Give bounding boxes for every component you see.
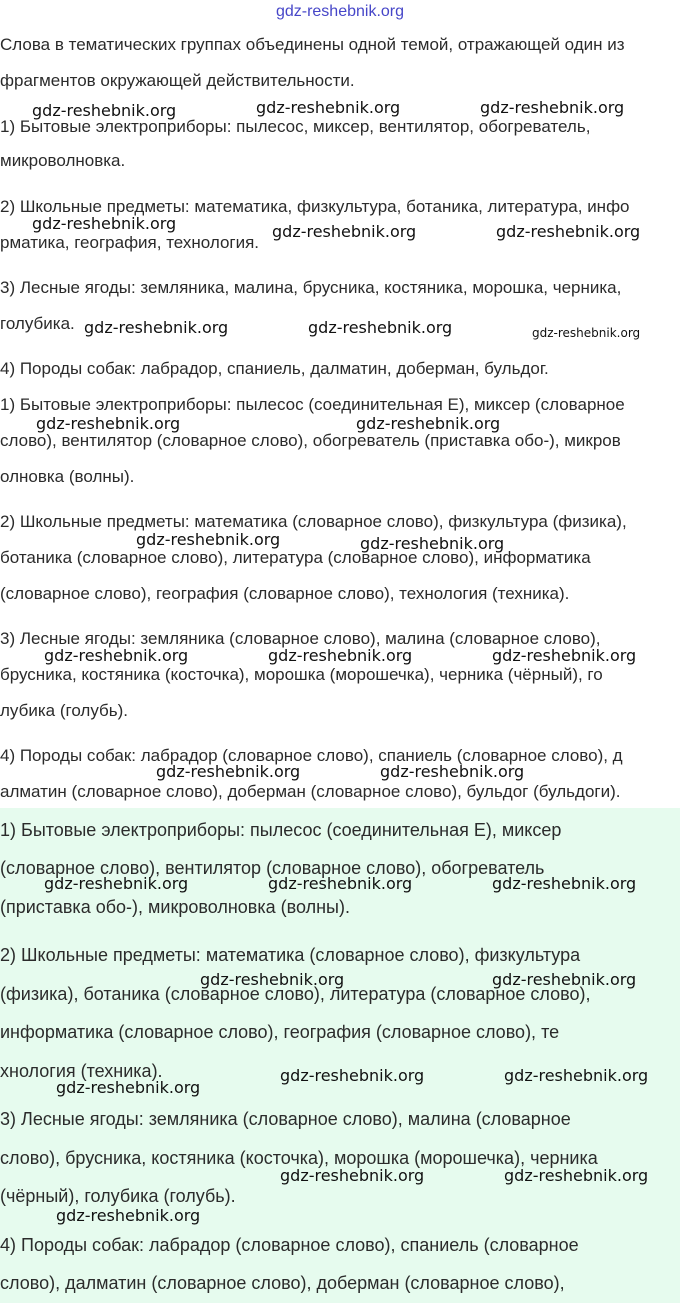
watermark: gdz-reshebnik.org xyxy=(136,530,281,549)
watermark: gdz-reshebnik.org xyxy=(492,874,637,893)
text-line: 3) Лесные ягоды: земляника (словарное слово), малина (словарное xyxy=(0,1109,571,1129)
text-line: 4) Породы собак: лабрадор (словарное слово), спаниель (словарное xyxy=(0,1235,579,1255)
watermark: gdz-reshebnik.org xyxy=(156,762,301,781)
text-line: лубика (голубь). xyxy=(0,701,128,720)
watermark: gdz-reshebnik.org xyxy=(268,646,413,665)
text-line: 2) Школьные предметы: математика (словарное слово), физкультура xyxy=(0,945,581,965)
watermark: gdz-reshebnik.org xyxy=(360,534,505,553)
text-line: информатика (словарное слово), география (словарное слово), те xyxy=(0,1022,560,1042)
text-line: (чёрный), голубика (голубь). xyxy=(0,1186,236,1206)
intro-line: Слова в тематических группах объединены одной темой, отражающей один из xyxy=(0,35,625,54)
watermark: gdz-reshebnik.org xyxy=(268,874,413,893)
text-line: 1) Бытовые электроприборы: пылесос (соединительная Е), миксер xyxy=(0,820,562,840)
text-line: ботаника (словарное слово), литература (словарное слово), информатика xyxy=(0,548,591,567)
watermark: gdz-reshebnik.org xyxy=(492,646,637,665)
watermark: gdz-reshebnik.org xyxy=(280,1166,425,1185)
watermark: gdz-reshebnik.org xyxy=(532,326,641,340)
text-line: 3) Лесные ягоды: земляника (словарное слово), малина (словарное слово), xyxy=(0,629,601,648)
site-header-link[interactable]: gdz-reshebnik.org xyxy=(275,3,405,20)
text-line: алматин (словарное слово), доберман (словарное слово), бульдог (бульдоги). xyxy=(0,782,621,801)
text-line: (словарное слово), вентилятор (словарное слово), обогреватель xyxy=(0,858,545,878)
watermark: gdz-reshebnik.org xyxy=(504,1066,649,1085)
text-line: микроволновка. xyxy=(0,151,126,170)
text-line: слово), брусника, костяника (косточка), морошка (морошечка), черника xyxy=(0,1148,598,1168)
watermark: gdz-reshebnik.org xyxy=(200,970,345,989)
watermark: gdz-reshebnik.org xyxy=(44,646,189,665)
watermark: gdz-reshebnik.org xyxy=(504,1166,649,1185)
text-line: 3) Лесные ягоды: земляника, малина, брусника, костяника, морошка, черника, xyxy=(0,278,622,297)
watermark: gdz-reshebnik.org xyxy=(32,214,177,233)
watermark: gdz-reshebnik.org xyxy=(32,101,177,120)
watermark: gdz-reshebnik.org xyxy=(56,1078,201,1097)
text-line: (физика), ботаника (словарное слово), литература (словарное слово), xyxy=(0,984,591,1004)
text-line: 1) Бытовые электроприборы: пылесос (соединительная Е), миксер (словарное xyxy=(0,395,625,414)
watermark: gdz-reshebnik.org xyxy=(56,1206,201,1225)
intro-line: фрагментов окружающей действительности. xyxy=(0,71,355,90)
watermark: gdz-reshebnik.org xyxy=(84,318,229,337)
text-line: 1) Бытовые электроприборы: пылесос, миксер, вентилятор, обогреватель, xyxy=(0,117,591,136)
text-line: (приставка обо-), микроволновка (волны). xyxy=(0,897,350,917)
text-line: 2) Школьные предметы: математика, физкультура, ботаника, литература, инфо xyxy=(0,197,630,216)
text-line: (словарное слово), география (словарное слово), технология (техника). xyxy=(0,584,570,603)
watermark: gdz-reshebnik.org xyxy=(380,762,525,781)
text-line: брусника, костяника (косточка), морошка (морошечка), черника (чёрный), го xyxy=(0,665,603,684)
watermark: gdz-reshebnik.org xyxy=(280,1066,425,1085)
text-line: голубика. xyxy=(0,314,75,333)
text-line: слово), далматин (словарное слово), доберман (словарное слово), xyxy=(0,1273,565,1293)
watermark: gdz-reshebnik.org xyxy=(308,318,453,337)
watermark: gdz-reshebnik.org xyxy=(480,98,625,117)
text-line: 4) Породы собак: лабрадор, спаниель, далматин, доберман, бульдог. xyxy=(0,359,549,378)
text-line: 4) Породы собак: лабрадор (словарное слово), спаниель (словарное слово), д xyxy=(0,746,623,765)
text-line: олновка (волны). xyxy=(0,467,135,486)
watermark: gdz-reshebnik.org xyxy=(356,414,501,433)
text-line: слово), вентилятор (словарное слово), обогреватель (приставка обо-), микров xyxy=(0,431,621,450)
text-line: хнология (техника). xyxy=(0,1061,163,1081)
watermark: gdz-reshebnik.org xyxy=(272,222,417,241)
text-line: 2) Школьные предметы: математика (словарное слово), физкультура (физика), xyxy=(0,512,627,531)
watermark: gdz-reshebnik.org xyxy=(36,414,181,433)
watermark: gdz-reshebnik.org xyxy=(492,970,637,989)
text-line: рматика, география, технология. xyxy=(0,233,260,252)
watermark: gdz-reshebnik.org xyxy=(44,874,189,893)
watermark: gdz-reshebnik.org xyxy=(256,98,401,117)
watermark: gdz-reshebnik.org xyxy=(496,222,641,241)
